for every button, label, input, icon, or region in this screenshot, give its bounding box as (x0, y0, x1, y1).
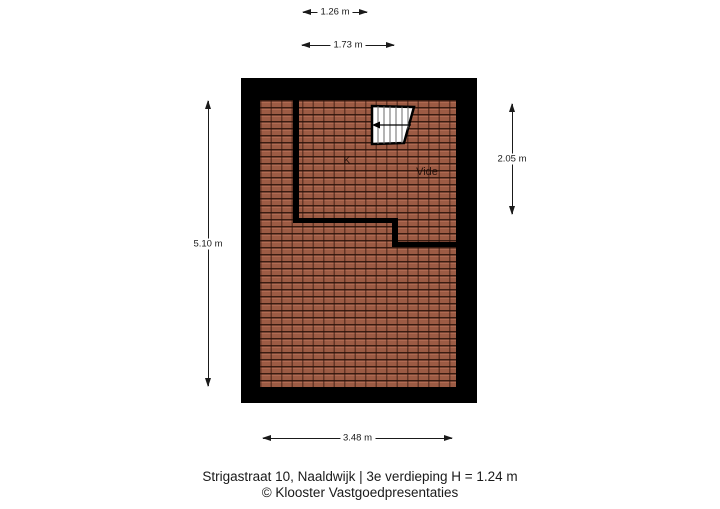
room-label-closet: K (343, 155, 351, 167)
arrowhead-right-icon (359, 9, 368, 15)
arrowhead-right-icon (386, 42, 395, 48)
footer-address: Strigastraat 10, Naaldwijk | 3e verdieping H = 1.24 m (202, 469, 518, 484)
arrowhead-up-icon (509, 103, 515, 112)
arrowhead-left-icon (301, 42, 310, 48)
dimension-top-inner (302, 6, 368, 18)
dimension-bottom (262, 432, 453, 444)
dimension-left (193, 100, 223, 387)
dimension-top-outer (301, 39, 395, 51)
dimension-label: 1.73 m (330, 40, 365, 51)
interior-wall-horizontal-upper (293, 218, 398, 223)
arrowhead-right-icon (444, 435, 453, 441)
dimension-label: 3.48 m (340, 433, 375, 444)
room-label-vide: Vide (416, 166, 438, 178)
dimension-label: 2.05 m (494, 154, 529, 165)
footer (0, 469, 720, 501)
footer-copyright: © Klooster Vastgoedpresentaties (261, 485, 459, 500)
arrowhead-down-icon (509, 206, 515, 215)
arrowhead-left-icon (302, 9, 311, 15)
staircase-icon (369, 104, 417, 146)
dimension-right (497, 103, 527, 215)
interior-wall-vertical-left (293, 100, 299, 223)
arrowhead-down-icon (205, 378, 211, 387)
interior-wall-horizontal-lower (392, 242, 456, 247)
dimension-label: 5.10 m (190, 238, 225, 249)
dimension-label: 1.26 m (317, 7, 352, 18)
arrowhead-up-icon (205, 100, 211, 109)
arrowhead-left-icon (262, 435, 271, 441)
